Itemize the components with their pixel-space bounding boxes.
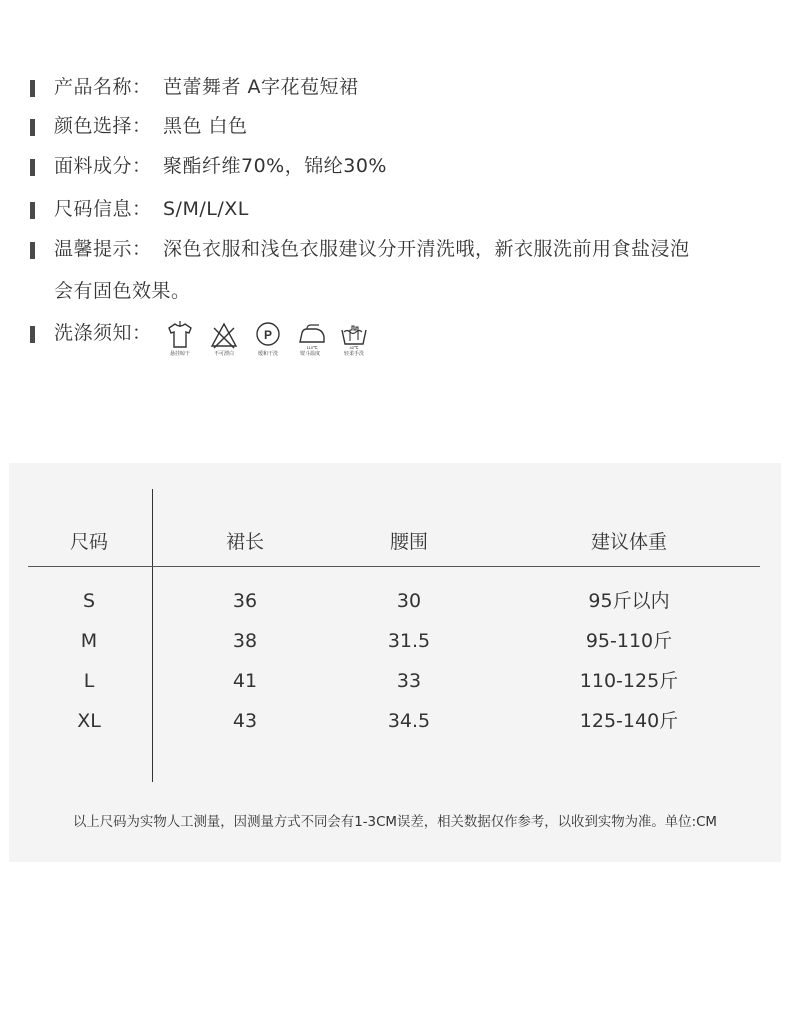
header-waist: 腰围 <box>389 531 428 553</box>
measurement-note: 以上尺码为实物人工测量，因测量方式不同会有1-3CM误差，相关数据仅作参考，以收到实物为准。单位:CM <box>73 815 717 830</box>
wash-caption: 缓和干洗 <box>257 351 278 357</box>
bullet-bar <box>30 242 35 259</box>
table-cell: 30 <box>396 590 422 612</box>
table-cell: M <box>80 630 98 652</box>
wash-icons <box>160 318 380 364</box>
bullet-bar <box>30 80 35 97</box>
size-info-value: S/M/L/XL <box>163 198 249 220</box>
size-chart-panel <box>9 463 781 862</box>
header-size: 尺码 <box>69 531 108 553</box>
iron-icon <box>290 318 330 364</box>
wash-caption: 悬挂晾干 <box>169 351 190 357</box>
table-cell: 38 <box>232 630 258 652</box>
tip-label: 温馨提示： <box>54 238 152 260</box>
wash-caption: 轻柔手洗 <box>343 351 364 357</box>
wash-caption: 熨斗温度 <box>299 351 320 357</box>
product-name-value: 芭蕾舞者 A字花苞短裙 <box>163 76 359 98</box>
tip-text-continued: 会有固色效果。 <box>54 280 191 302</box>
hang-dry-shirt-icon <box>160 318 200 364</box>
tip-text: 深色衣服和浅色衣服建议分开清洗哦，新衣服洗前用食盐浸泡 <box>163 238 690 260</box>
fabric-value: 聚酯纤维70%，锦纶30% <box>163 155 387 177</box>
fabric-label: 面料成分： <box>54 155 152 177</box>
no-bleach-icon <box>204 318 244 364</box>
table-cell: XL <box>77 710 101 732</box>
table-cell: 31.5 <box>387 630 431 652</box>
size-info-label: 尺码信息： <box>54 198 152 220</box>
product-name-label: 产品名称： <box>54 76 152 98</box>
svg-text:P: P <box>263 328 273 342</box>
table-cell: 34.5 <box>387 710 431 732</box>
header-weight: 建议体重 <box>590 531 667 553</box>
svg-text:110℃: 110℃ <box>306 345 318 350</box>
table-cell: 125-140斤 <box>579 710 679 732</box>
table-cell: 95-110斤 <box>585 630 673 652</box>
svg-text:40℃: 40℃ <box>349 345 359 350</box>
table-cell: S <box>82 590 96 612</box>
table-cell: 110-125斤 <box>579 670 679 692</box>
bullet-bar <box>30 326 35 343</box>
table-cell: L <box>83 670 95 692</box>
hand-wash-icon <box>334 318 374 364</box>
table-header-divider <box>28 566 760 567</box>
wash-caption: 不可漂白 <box>213 351 234 357</box>
wash-label: 洗涤须知： <box>54 322 152 344</box>
bullet-bar <box>30 119 35 136</box>
table-cell: 33 <box>396 670 422 692</box>
header-skirt-length: 裙长 <box>225 531 264 553</box>
color-label: 颜色选择： <box>54 115 152 137</box>
table-cell: 36 <box>232 590 258 612</box>
table-vertical-divider <box>152 489 153 782</box>
table-cell: 41 <box>232 670 258 692</box>
table-cell: 43 <box>232 710 258 732</box>
bullet-bar <box>30 202 35 219</box>
dry-clean-p-icon <box>248 318 288 364</box>
bullet-bar <box>30 159 35 176</box>
color-value: 黑色 白色 <box>163 115 248 137</box>
table-cell: 95斤以内 <box>588 590 670 612</box>
